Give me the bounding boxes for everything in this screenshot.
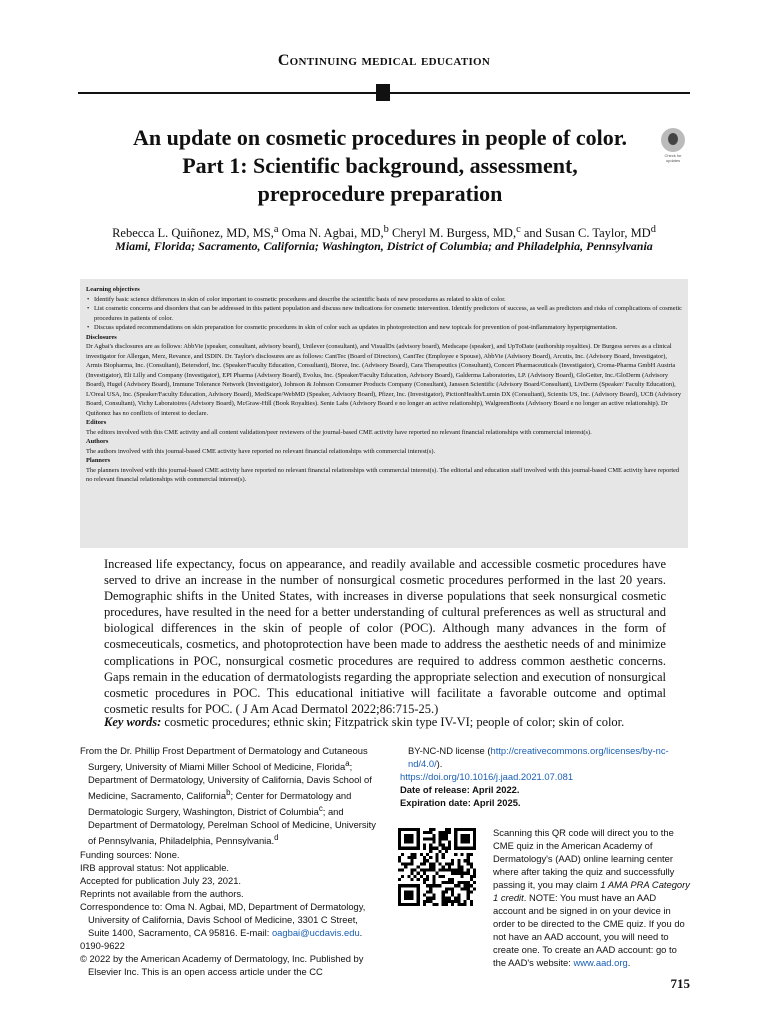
author-affil-sup: d — [650, 224, 656, 235]
footnotes-left — [80, 744, 376, 978]
keywords-text: cosmetic procedures; ethnic skin; Fitzpatrick skin type IV-VI; people of color; skin of color. — [164, 715, 625, 729]
objective-item: • Discuss updated recommendations on skin preparation for cosmetic procedures in skin of color such as updates in photoprotection and new topicals for prevention of post-inflammatory hyperpigmentation. — [94, 323, 682, 333]
qr-code-icon[interactable] — [398, 828, 476, 906]
correspondence-note: Correspondence to: Oma N. Agbai, MD, Department of Dermatology, University of California, Davis School of Medicine, 3301 C Street, Suite 1400, Sacramento, CA 95816. E-mail: oagbai@ucdavis.edu. — [80, 900, 366, 938]
reprints-note: Reprints not available from the authors. — [80, 887, 244, 899]
affiliations-note: From the Dr. Phillip Frost Department of Dermatology and Cutaneous Surgery, University of Miami Miller School of Medicine, Florida$^a$; Department of Dermatology, University of California, Davis School of Medicine, Sacramento, California$^b$; Center for Dermatology and Dermatologic Surgery, Washington, District of Columbia$^c$; and Department of Dermatology, Perelman School of Medicine, University of Pennsylvania, Philadelphia, Pennsylvania.$^d$ — [80, 745, 376, 847]
footnotes-right — [400, 744, 692, 809]
editors-text: The editors involved with this CME activity and all content validation/peer reviewers of the journal-based CME activity have reported no relevant financial relationships with commercial interest(s). — [86, 428, 592, 436]
planners-heading: Planners — [86, 457, 111, 464]
author-affil-sup: c — [516, 224, 521, 235]
disclosures-text: Dr Agbai's disclosures are as follows: AbbVie (speaker, consultant, advisory board), Unilever (consultant), and VisualDx (advisory board), Medscape (speaker), and UpToDate (authorship royalties). Dr Burgess serves as a clinical investigator for Allergan, Merz, Revance, and ISDIN. Dr. Taylor's disclosures are as follows: CantTec (Board of Directors), CantTec (Employee e Spouse), AbbVie (Advisory Board), Arcutis, Inc. (Advisory Board, Investigator), Armis Biopharma, Inc. (Consultant), Beiersdorf, Inc. (Speaker/Faculty Education, Consultant), Biorez, Inc. (Advisory Board), Cara Therapeutics (Consultant), Concert Pharmaceuticals (Investigator), Croma-Pharma GmbH Austria (Investigator), Eli Lilly and Company (Investigator), EPI Pharma (Advisory Board), Evolus, Inc. (Speaker/Faculty Education, Advisory Board), Galderma Laboratories, LP. (Advisory Board), GloGetter, Inc./GloDerm (Advisory Board), Hugel (Advisory Board), Immune Tolerance Network (Investigator), Johnson & Johnson Consumer Products Company (Consultant), Janssen Scientific (Advisory Board/Consultant), LivDerm (Speaker/ Faculty Education), L'Oreal USA, Inc. (Speaker/Faculty Education, Advisory Board), MedScape/WebMD (Speaker, Advisory Board), Pfizer, Inc. (Investigator), PictionHealth/Lumin DX (Consultant), Scientis US, Inc. (Advisory Board), UCB (Advisory Board, Consultant), Vichy Laboratoires (Advisory Board), McGraw-Hill (Book Royalties). Sente Labs (Advisory Board e no longer an active relationship), WalgreenBoots (Advisory Board e no longer an active relationship). Dr Quiñonez has no conflicts of interest to declare. — [86, 343, 682, 417]
authors-text: The authors involved with this journal-based CME activity have reported no relevant financial relationships with commercial interest(s). — [86, 447, 436, 455]
crossmark-icon — [661, 128, 685, 152]
author-affil-sup: a — [273, 224, 279, 235]
cme-credit: 1 AMA PRA Category 1 credit — [493, 879, 690, 903]
irb-note: IRB approval status: Not applicable. — [80, 861, 230, 873]
accepted-note: Accepted for publication July 23, 2021. — [80, 874, 242, 886]
doi-link[interactable]: https://doi.org/10.1016/j.jaad.2021.07.081 — [400, 771, 574, 782]
issn: 0190-9622 — [80, 939, 125, 951]
qr-instructions: Scanning this QR code will direct you to the CME quiz in the American Academy of Dermatology's (AAD) online learning center where after taking the quiz and successfully passing it, you may claim 1 AMA PRA Category 1 credit. NOTE: You must have an AAD account and be signed in on your device in order to be directed to the CME quiz. If you do not have an AAD account, you will need to create one. To create an AAD account: go to the AAD's website: www.aad.org. — [493, 827, 690, 968]
license-note: BY-NC-ND license (http://creativecommons.org/licenses/by-nc-nd/4.0/). — [408, 745, 669, 769]
author-locations: Miami, Florida; Sacramento, California; Washington, District of Columbia; and Philadelphia, Pennsylvania — [115, 239, 653, 253]
author-name: and Susan C. Taylor, MD — [523, 226, 651, 241]
planners-text: The planners involved with this journal-based CME activity have reported no relevant financial relationships with commercial interest(s). The editorial and education staff involved with this journal-based CME activity have reported no relevant financial relationships with commercial interest(s). — [86, 466, 680, 483]
objectives-list — [86, 295, 682, 333]
crossmark-label: Check for updates — [664, 153, 682, 163]
authors-heading: Authors — [86, 438, 109, 445]
author-name: Oma N. Agbai, MD, — [281, 226, 384, 241]
article-title: An update on cosmetic procedures in people of color. Part 1: Scientific background, assessment, preprocedure preparation — [133, 125, 627, 206]
keywords-label: Key words: — [104, 715, 162, 729]
objective-item: • Identify basic science differences in skin of color important to cosmetic procedures and describe the scientific basis of new procedures as related to skin of color. — [94, 295, 682, 305]
disclosures-heading: Disclosures — [86, 333, 117, 341]
section-heading: Continuing medical education — [277, 52, 491, 69]
license-link[interactable]: http://creativecommons.org/licenses/by-nc-nd/4.0/ — [408, 745, 669, 769]
release-date: Date of release: April 2022. — [400, 784, 520, 795]
editors-heading: Editors — [86, 419, 107, 426]
objective-item: • List cosmetic concerns and disorders that can be addressed in this patient population and discuss new indications for cosmetic intervention. Identify predictors of success, as well as predictors and risks of complications of cosmetic procedures in patients of color. — [94, 304, 682, 323]
funding-note: Funding sources: None. — [80, 848, 180, 860]
email-link[interactable]: oagbai@ucdavis.edu — [271, 926, 360, 938]
cme-info-box — [80, 279, 688, 548]
header-rule-marker — [376, 84, 390, 101]
page-number: 715 — [670, 976, 690, 991]
objectives-heading: Learning objectives — [86, 286, 140, 293]
author-name: Rebecca L. Quiñonez, MD, MS, — [112, 226, 274, 241]
copyright-note: © 2022 by the American Academy of Dermatology, Inc. Published by Elsevier Inc. This is an open access article under the CC — [80, 952, 364, 977]
check-for-updates-badge[interactable] — [658, 128, 688, 162]
author-name: Cheryl M. Burgess, MD, — [392, 226, 517, 241]
author-affil-sup: b — [383, 224, 389, 235]
aad-link[interactable]: www.aad.org — [573, 957, 628, 968]
abstract-text: Increased life expectancy, focus on appearance, and readily available and accessible cosmetic procedures have served to drive an increase in the number of nonsurgical cosmetic procedures performed in the last 20 years. Demographic shifts in the United States, with increases in diverse populations that seek nonsurgical cosmetic procedures, have resulted in the need for a better understanding of cultural preferences as well as structural and biological differences in the skin of people of color (POC). Although many advances in the form of cosmeceuticals, cosmetics, and photoprotection have been made to address the aesthetic needs of and minimize complications in POC, nonsurgical cosmetic procedures are required to address common aesthetic concerns. Gaps remain in the education of dermatologists regarding the appropriate selection and execution of nonsurgical cosmetic procedures in POC. This educational initiative will facilitate a favorable outcome and optimal cosmetic results for POC. ( J Am Acad Dermatol 2022;86:715-25.) — [104, 557, 666, 716]
expiration-date: Expiration date: April 2025. — [400, 797, 521, 808]
keywords — [104, 714, 666, 730]
